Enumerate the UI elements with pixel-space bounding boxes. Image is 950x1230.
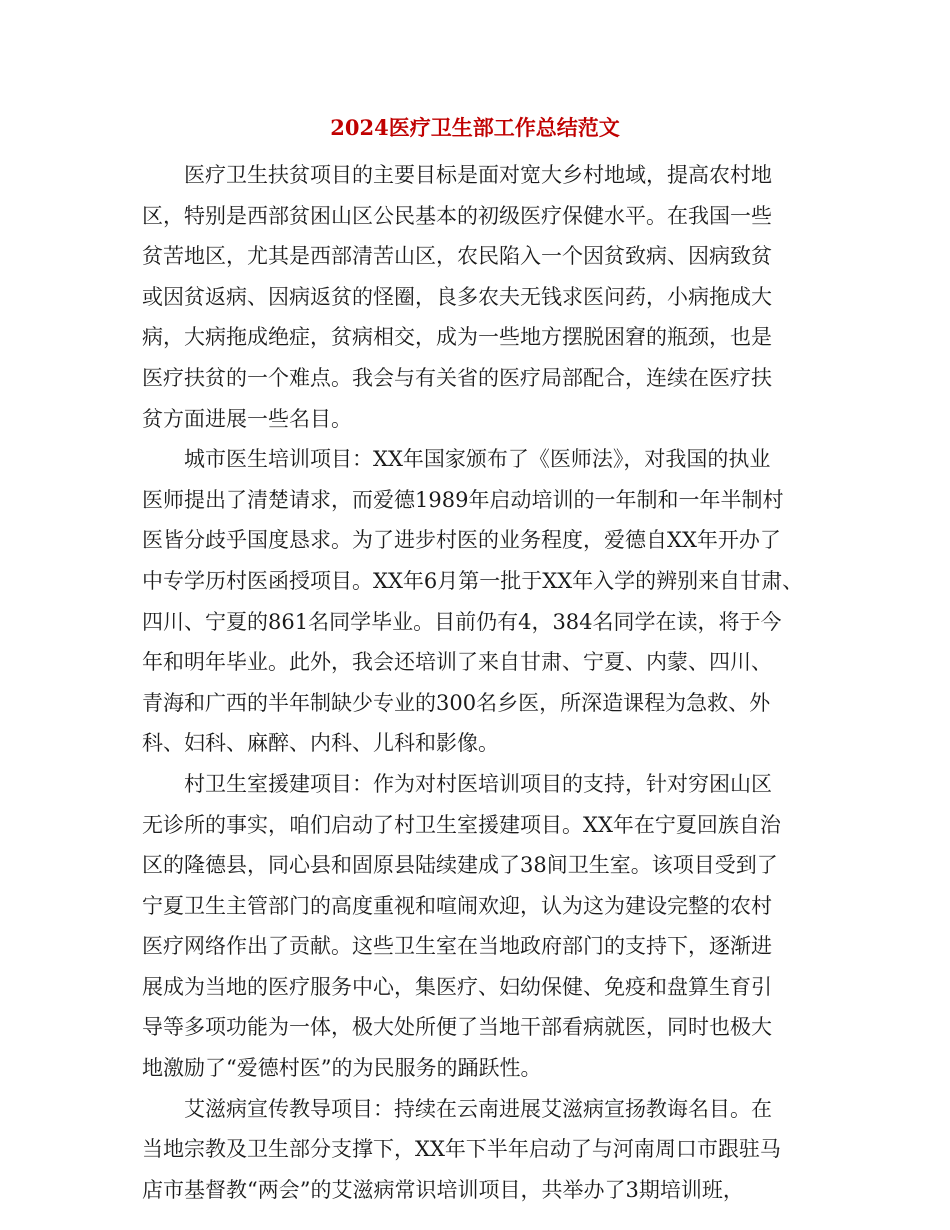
text-line: 店市基督教“两会”的艾滋病常识培训项目，共举办了3期培训班，	[142, 1177, 744, 1202]
text-line: 年和明年毕业。此外，我会还培训了来自甘肃、宁夏、内蒙、四川、	[142, 650, 772, 675]
text-line: 科、妇科、麻醉、内科、儿科和影像。	[142, 731, 499, 756]
text-line: 或因贫返病、因病返贫的怪圈，良多农夫无钱求医问药，小病拖成大	[142, 284, 772, 309]
text-line: 医皆分歧乎国度恳求。为了进步村医的业务程度，爱德自XX年开办了	[142, 528, 781, 553]
text-line: 导等多项功能为一体，极大处所便了当地干部看病就医，同时也极大	[142, 1015, 772, 1040]
text-line: 医疗扶贫的一个难点。我会与有关省的医疗局部配合，连续在医疗扶	[142, 365, 772, 390]
text-line: 医疗卫生扶贫项目的主要目标是面对宽大乡村地域，提高农村地	[184, 163, 772, 187]
text-line: 无诊所的事实，咱们启动了村卫生室援建项目。XX年在宁夏回族自治	[142, 812, 781, 837]
text-line: 区的隆德县，同心县和固原县陆续建成了38间卫生室。该项目受到了	[142, 853, 778, 878]
text-line: 病，大病拖成绝症，贫病相交，成为一些地方摆脱困窘的瓶颈，也是	[142, 325, 772, 350]
document-title: 2024医疗卫生部工作总结范文	[330, 115, 620, 140]
text-line: 医疗网络作出了贡献。这些卫生室在当地政府部门的支持下，逐渐进	[142, 934, 772, 959]
text-line: 地激励了“爱德村医”的为民服务的踊跃性。	[142, 1056, 542, 1081]
text-line: 当地宗教及卫生部分支撑下，XX年下半年启动了与河南周口市跟驻马	[142, 1137, 781, 1162]
text-line: 区，特别是西部贫困山区公民基本的初级医疗保健水平。在我国一些	[142, 203, 772, 228]
text-line: 医师提出了清楚请求，而爱德1989年启动培训的一年制和一年半制村	[142, 487, 784, 512]
text-line: 展成为当地的医疗服务中心，集医疗、妇幼保健、免疫和盘算生育引	[142, 974, 772, 999]
document-body	[142, 155, 812, 1210]
text-line: 贫苦地区，尤其是西部清苦山区，农民陷入一个因贫致病、因病致贫	[142, 244, 772, 269]
text-line: 艾滋病宣传教导项目：持续在云南进展艾滋病宣扬教诲名目。在	[184, 1096, 772, 1121]
text-line: 贫方面进展一些名目。	[142, 406, 352, 431]
text-line: 城市医生培训项目：XX年国家颁布了《医师法》，对我国的执业	[184, 447, 771, 472]
text-line: 中专学历村医函授项目。XX年6月第一批于XX年入学的辨别来自甘肃、	[142, 568, 804, 593]
text-line: 村卫生室援建项目：作为对村医培训项目的支持，针对穷困山区	[184, 771, 772, 796]
text-line: 青海和广西的半年制缺少专业的300名乡医，所深造课程为急救、外	[142, 690, 771, 715]
text-line: 四川、宁夏的861名同学毕业。目前仍有4，384名同学在读，将于今	[142, 609, 782, 634]
text-line: 宁夏卫生主管部门的高度重视和喧闹欢迎，认为这为建设完整的农村	[142, 893, 772, 918]
